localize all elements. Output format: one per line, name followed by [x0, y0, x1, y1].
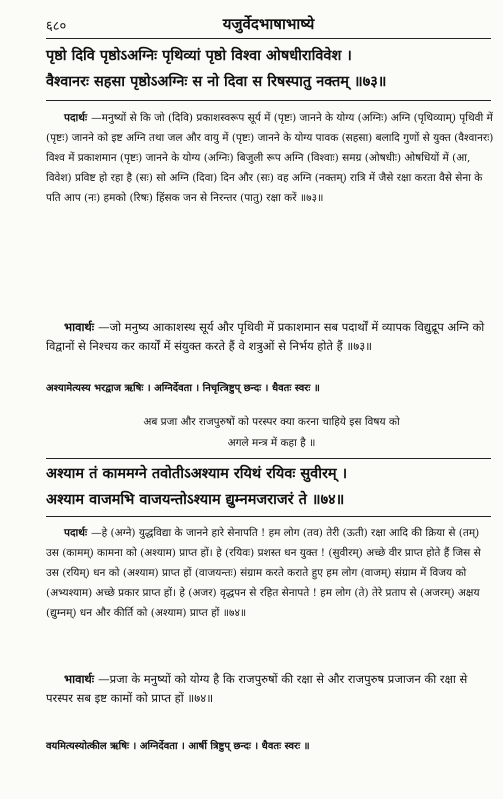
page-header: [46, 14, 491, 36]
padartha-text: —मनुष्यों से कि जो (दिवि) प्रकाशस्वरूप सूर्य में (पृष्टः) जानने के योग्य (अग्निः) अग्नि (पृथिव्याम्) पृथिवी में (पृष्टः) जानने को इष्ट अग्नि तथा जल और वायु में (पृष्टः) जानने के योग्य पावक (सहसा) बलादि गुणों से युक्त (वैश्वानरः) विश्व में प्रकाशमान (पृष्टः) जानने के योग्य (अग्निः) बिजुली रूप अग्नि (विश्वाः) समग्र (ओषधीः) ओषधियों में (आ, विवेश) प्रविष्ट हो रहा है (सः) सो अग्नि (दिवा) दिन और (सः) वह अग्नि (नक्तम्) रात्रि में जैसे रक्षा करता वैसे सेना के पति आप (नः) हमको (रिषः) हिंसक जन से निरन्तर (पातु) रक्षा करें ॥७३॥: [46, 112, 494, 204]
padartha-label: पदार्थः: [64, 527, 88, 539]
page-number: ६८०: [46, 19, 67, 34]
mantra-73-line-1: पृष्ठो दिवि पृष्ठोऽअग्निः पृथिव्यां पृष्ठो विश्वा ओषधीराविवेश ।: [46, 47, 352, 64]
bhavartha-74: [46, 670, 495, 708]
page-title: यजुर्वेदभाषाभाष्ये: [222, 15, 315, 33]
padartha-74: [46, 523, 495, 623]
bhavartha-text: —जो मनुष्य आकाशस्थ सूर्य और पृथिवी में प्रकाशमान सब पदार्थों में व्यापक विद्युद्रूप अग्नि को विद्वानों से निश्चय कर कार्यों में संयुक्त करते हैं वे शत्रुओं से निर्भय होते हैं ॥७३॥: [46, 320, 485, 353]
mantra2-bottom-rule: [46, 516, 491, 517]
bhavartha-label: भावार्थः: [64, 672, 95, 686]
mantra-73-line-2: वैश्वानरः सहसा पृष्ठोऽअग्निः स नो दिवा स रिषस्पातु नक्तम् ॥७३॥: [46, 73, 387, 90]
topic-intro-line-1: अब प्रजा और राजपुरुषों को परस्पर क्या करना चाहिये इस विषय को: [143, 416, 400, 428]
topic-intro: [60, 412, 483, 454]
mantra-74-line-1: अश्याम तं काममग्ने तवोतीऽअश्याम रयिथं रयिवः सुवीरम् ।: [46, 465, 348, 482]
bhavartha-label: भावार्थः: [64, 320, 95, 334]
topic-intro-line-2: अगले मन्त्र में कहा है ॥: [227, 437, 316, 449]
mantra-rule: [46, 100, 491, 101]
padartha-label: पदार्थः: [64, 112, 88, 124]
padartha-text: —हे (अग्ने) युद्धविद्या के जानने हारे सेनापति ! हम लोग (तव) तेरी (ऊती) रक्षा आदि की क्रिया से (तम्) उस (कामम्) कामना को (अश्याम) प्राप्त हों। हे (रयिवः) प्रशस्त धन युक्त ! (सुवीरम्) अच्छे वीर प्राप्त होते हैं जिस से उस (रयिम्) धन को (अश्याम) प्राप्त हों (वाजयन्तः) संग्राम करते कराते हुए हम लोग (वाजम्) संग्राम में विजय को (अभ्यश्याम) अच्छे प्रकार प्राप्त हों। हे (अजर) वृद्धपन से रहित सेनापते ! हम लोग (ते) तेरे प्रताप से (अजरम्) अक्षय (द्युम्नम्) धन और कीर्ति को (अश्याम) प्राप्त हों ॥७४॥: [46, 527, 481, 619]
mantra-74-line-2: अश्याम वाजमभि वाजयन्तोऽश्याम द्युम्नमजराजरं ते ॥७४॥: [46, 491, 345, 508]
bhavartha-text: —प्रजा के मनुष्यों को योग्य है कि राजपुरुषों की रक्षा से और राजपुरुष प्रजाजन की रक्षा से परस्पर सब इष्ट कामों को प्राप्त हों ॥७४॥: [46, 672, 468, 705]
bhavartha-73: [46, 318, 495, 356]
header-rule: [46, 38, 491, 39]
rishi-devata-line-73: अश्यामेत्यस्य भरद्वाज ऋषिः । अग्निर्देवता । निचृत्त्रिष्टुप् छन्दः । धैवतः स्वरः ॥: [46, 383, 320, 394]
rishi-devata-line-74: वयमित्यस्योत्कील ऋषिः । अग्निर्देवता । आर्षी त्रिष्टुप् छन्दः । धैवतः स्वरः ॥: [46, 741, 310, 752]
mantra2-top-rule: [46, 458, 491, 459]
padartha-73: [46, 108, 495, 208]
